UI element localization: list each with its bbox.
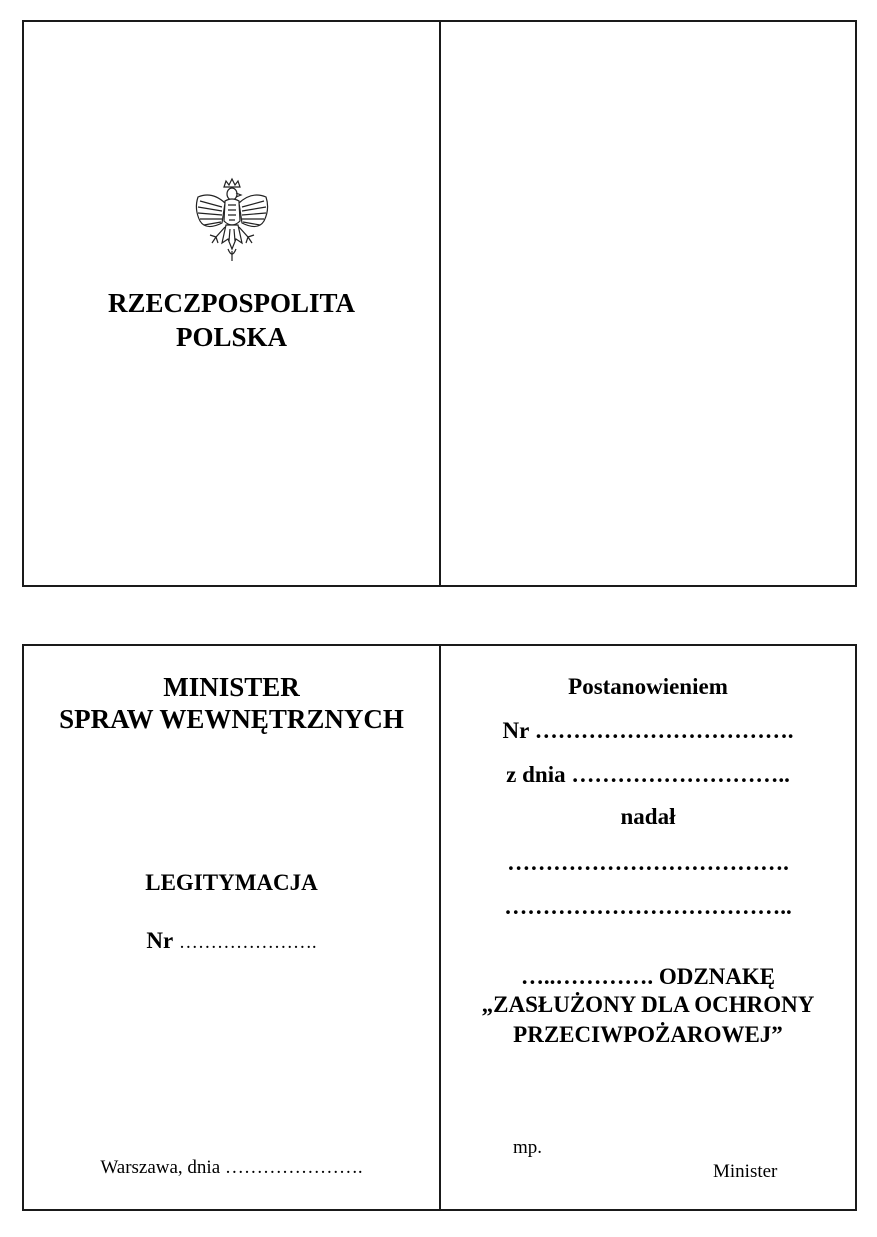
decision-number-fill-line: ……………………………. [534, 718, 794, 743]
badge-name-line-1: „ZASŁUŻONY DLA OCHRONY [481, 992, 815, 1017]
country-name-line-1: RZECZPOSPOLITA [107, 288, 356, 318]
signatory-label: Minister [713, 1161, 778, 1182]
badge-degree-fill-line: …..…………. [520, 964, 654, 989]
badge-name-line-2: PRZECIWPOŻAROWEJ” [513, 1022, 783, 1047]
place-date-row [24, 1156, 439, 1180]
recipient-fill-line-1: ………………………………. [507, 850, 789, 875]
cover-spread [22, 20, 857, 587]
decision-number-label: Nr [502, 718, 529, 743]
decision-heading: Postanowieniem [568, 674, 728, 699]
recipient-fill-line-2: ……………………………….. [504, 894, 792, 919]
inside-spread [22, 644, 857, 1211]
decision-date-fill-line: ……………………….. [571, 762, 790, 787]
polish-eagle-emblem-icon [192, 177, 272, 263]
place-date-label: Warszawa, dnia [100, 1157, 221, 1178]
legitimation-number-row [24, 926, 439, 956]
decision-number-row [441, 716, 855, 746]
place-date-fill-line: …………………. [224, 1157, 363, 1178]
authority-line-1: MINISTER [163, 672, 300, 702]
decision-date-row [441, 760, 855, 790]
badge-word: ODZNAKĘ [658, 964, 776, 989]
number-fill-line: …………………. [178, 932, 317, 953]
back-cover-panel [441, 22, 855, 585]
awarded-verb: nadał [620, 804, 676, 829]
authority-line-2: SPRAW WEWNĘTRZNYCH [59, 704, 404, 734]
inside-left-panel [24, 646, 439, 1209]
number-label: Nr [146, 928, 174, 953]
document-type-title: LEGITYMACJA [145, 870, 318, 895]
seal-placeholder: mp. [513, 1137, 543, 1158]
decision-date-label: z dnia [506, 762, 566, 787]
badge-degree-row [441, 962, 855, 992]
inside-right-panel [441, 646, 855, 1209]
front-cover-panel [24, 22, 439, 585]
country-name-line-2: POLSKA [175, 322, 288, 352]
